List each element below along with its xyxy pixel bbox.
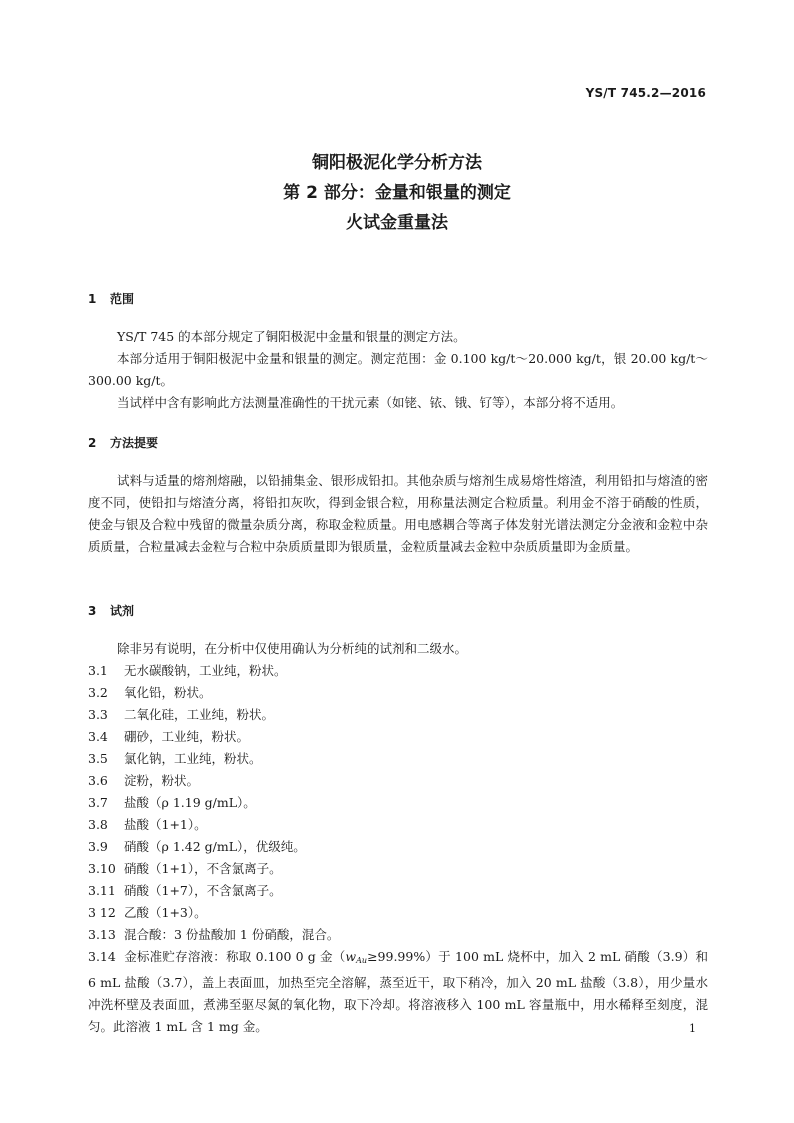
reagent-text: 氧化铅，粉状。 bbox=[124, 685, 212, 700]
page-number: 1 bbox=[689, 1022, 696, 1035]
reagent-item bbox=[88, 660, 708, 682]
standard-code: YS/T 745.2—2016 bbox=[585, 86, 706, 100]
reagent-item bbox=[88, 704, 708, 726]
reagent-item bbox=[88, 770, 708, 792]
reagent-number: 3.7 bbox=[88, 795, 108, 810]
section-1-paragraph-3: 当试样中含有影响此方法测量准确性的干扰元素（如铑、铱、锇、钌等），本部分将不适用。 bbox=[117, 395, 624, 410]
reagent-number: 3.2 bbox=[88, 685, 108, 700]
reagent-item bbox=[88, 726, 708, 748]
section-3-title: 试剂 bbox=[110, 604, 135, 618]
title-line-2: 第 2 部分：金量和银量的测定 bbox=[283, 183, 511, 203]
reagent-item bbox=[88, 748, 708, 770]
reagent-item bbox=[88, 792, 708, 814]
section-3-intro: 除非另有说明，在分析中仅使用确认为分析纯的试剂和二级水。 bbox=[117, 641, 468, 656]
title-line-3: 火试金重量法 bbox=[346, 213, 448, 233]
reagent-item bbox=[88, 858, 708, 880]
reagent-text-part-a: 金标准贮存溶液：称取 0.100 0 g 金（ bbox=[124, 949, 346, 964]
section-2-title: 方法提要 bbox=[110, 436, 159, 450]
reagent-item bbox=[88, 902, 708, 924]
reagent-item bbox=[88, 682, 708, 704]
reagent-text: 无水碳酸钠，工业纯，粉状。 bbox=[124, 663, 287, 678]
section-2-heading bbox=[88, 434, 158, 451]
reagent-text: 淀粉，粉状。 bbox=[124, 773, 200, 788]
reagent-number: 3 12 bbox=[88, 905, 116, 920]
reagent-text: 氯化钠，工业纯，粉状。 bbox=[124, 751, 262, 766]
reagent-text: 盐酸（1+1）。 bbox=[124, 817, 207, 832]
reagent-text: 混合酸：3 份盐酸加 1 份硝酸，混合。 bbox=[124, 927, 340, 942]
reagent-item bbox=[88, 880, 708, 902]
reagent-text: 硝酸（1+1），不含氯离子。 bbox=[124, 861, 282, 876]
section-1-heading bbox=[88, 290, 134, 307]
reagent-number: 3.8 bbox=[88, 817, 108, 832]
reagent-number: 3.1 bbox=[88, 663, 108, 678]
section-1-paragraph-2: 本部分适用于铜阳极泥中金量和银量的测定。测定范围：金 0.100 kg/t～20.000 kg/t，银 20.00 kg/t～300.00 kg/t。 bbox=[88, 351, 708, 388]
reagent-number: 3.9 bbox=[88, 839, 108, 854]
section-3-heading bbox=[88, 602, 134, 619]
reagent-text: 二氧化硅，工业纯，粉状。 bbox=[124, 707, 275, 722]
section-2-paragraph-1: 试料与适量的熔剂熔融，以铅捕集金、银形成铅扣。其他杂质与熔剂生成易熔性熔渣，利用铅扣与熔渣的密度不同，使铅扣与熔渣分离，将铅扣灰吹，得到金银合粒，用称量法测定合粒质量。利用金不溶于硝酸的性质，使金与银及合粒中残留的微量杂质分离，称取金粒质量。用电感耦合等离子体发射光谱法测定分金液和金粒中杂质质量，合粒量减去金粒与合粒中杂质质量即为银质量，金粒质量减去金粒中杂质质量即为金质量。 bbox=[88, 473, 708, 554]
reagent-item bbox=[88, 836, 708, 858]
reagent-text: 乙酸（1+3）。 bbox=[124, 905, 207, 920]
reagent-number: 3.11 bbox=[88, 883, 116, 898]
mass-fraction-symbol: w bbox=[345, 949, 357, 964]
reagent-number: 3.13 bbox=[88, 927, 116, 942]
reagent-number: 3.4 bbox=[88, 729, 108, 744]
reagent-text: 硼砂，工业纯，粉状。 bbox=[124, 729, 250, 744]
reagent-text: 硝酸（ρ 1.42 g/mL），优级纯。 bbox=[124, 839, 306, 854]
reagent-item-gold-standard bbox=[88, 946, 708, 1038]
reagent-text: 硝酸（1+7），不含氯离子。 bbox=[124, 883, 282, 898]
reagent-number: 3.5 bbox=[88, 751, 108, 766]
section-2-number: 2 bbox=[88, 436, 97, 450]
mass-fraction-subscript: Au bbox=[356, 956, 368, 965]
reagent-number: 3.14 bbox=[88, 949, 116, 964]
reagent-item bbox=[88, 814, 708, 836]
reagent-number: 3.6 bbox=[88, 773, 108, 788]
reagent-text-part-b: ≥99.99%）于 100 mL 烧杯中，加入 2 mL 硝酸（3.9）和 6 mL 盐酸（3.7），盖上表面皿，加热至完全溶解，蒸至近干，取下稍冷，加入 20 mL 盐酸（3.8），用少量水冲洗杯壁及表面皿，煮沸至驱尽氮的氧化物，取下冷却。将溶液移入 100 mL 容量瓶中，用水稀释至刻度，混匀。此溶液 1 mL 含 1 mg 金。 bbox=[88, 949, 708, 1034]
reagent-number: 3.3 bbox=[88, 707, 108, 722]
section-1-title: 范围 bbox=[110, 292, 135, 306]
reagent-text: 盐酸（ρ 1.19 g/mL）。 bbox=[124, 795, 256, 810]
title-line-1: 铜阳极泥化学分析方法 bbox=[312, 153, 482, 173]
section-3-number: 3 bbox=[88, 604, 97, 618]
reagent-number: 3.10 bbox=[88, 861, 116, 876]
section-1-number: 1 bbox=[88, 292, 97, 306]
section-1-paragraph-1: YS/T 745 的本部分规定了铜阳极泥中金量和银量的测定方法。 bbox=[117, 329, 466, 344]
reagent-item bbox=[88, 924, 708, 946]
